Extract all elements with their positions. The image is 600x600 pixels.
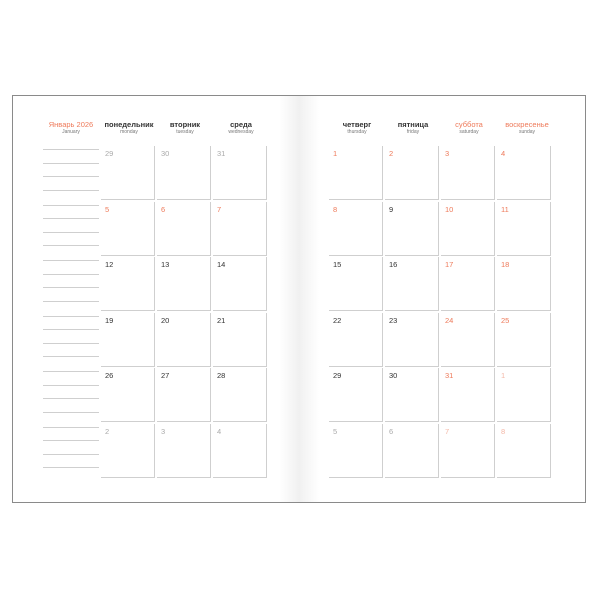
day-cell[interactable]	[213, 313, 267, 367]
day-number: 8	[501, 426, 506, 436]
day-cell[interactable]	[101, 368, 155, 422]
day-header-sunday	[497, 120, 557, 136]
day-number: 24	[445, 315, 454, 325]
day-number: 31	[217, 149, 226, 158]
day-cell[interactable]	[385, 257, 439, 311]
day-cell[interactable]	[497, 202, 551, 256]
day-number: 30	[161, 149, 170, 158]
day-name-en: sunday	[518, 129, 536, 135]
day-number: 11	[501, 204, 509, 214]
day-cell[interactable]	[157, 146, 211, 200]
right-page	[299, 96, 585, 502]
day-cell[interactable]	[213, 146, 267, 200]
day-number: 2	[105, 426, 110, 436]
note-line	[43, 454, 99, 455]
day-cell[interactable]	[157, 313, 211, 367]
note-line	[43, 218, 99, 219]
day-cell[interactable]	[329, 424, 383, 478]
note-line	[43, 232, 99, 233]
day-number: 22	[333, 315, 342, 325]
day-number: 28	[217, 371, 226, 380]
day-cell[interactable]	[441, 368, 495, 422]
day-header-friday	[385, 120, 441, 136]
day-cell[interactable]	[385, 313, 439, 367]
day-name: воскресенье	[505, 120, 549, 129]
day-name: четверг	[342, 120, 372, 129]
day-cell[interactable]	[497, 257, 551, 311]
note-line	[43, 149, 99, 150]
day-cell[interactable]	[497, 146, 551, 200]
day-number: 3	[445, 149, 450, 158]
note-line	[43, 260, 99, 261]
day-number: 8	[333, 204, 338, 214]
day-number: 14	[217, 260, 226, 269]
day-number: 7	[445, 426, 450, 436]
day-number: 21	[217, 315, 226, 325]
day-number: 16	[389, 260, 398, 269]
day-cell[interactable]	[157, 368, 211, 422]
note-line	[43, 316, 99, 317]
day-cell[interactable]	[497, 313, 551, 367]
day-number: 30	[389, 371, 398, 380]
day-cell[interactable]	[385, 202, 439, 256]
note-line	[43, 427, 99, 428]
day-number: 27	[161, 371, 170, 380]
day-name: вторник	[169, 120, 201, 129]
day-cell[interactable]	[101, 257, 155, 311]
day-header-thursday	[329, 120, 385, 136]
day-cell[interactable]	[329, 257, 383, 311]
day-number: 12	[105, 260, 114, 269]
day-number: 7	[217, 204, 222, 214]
note-line	[43, 398, 99, 399]
note-line	[43, 329, 99, 330]
day-cell[interactable]	[329, 313, 383, 367]
note-line	[43, 274, 99, 275]
note-line	[43, 245, 99, 246]
day-number: 20	[161, 315, 170, 325]
day-cell[interactable]	[213, 368, 267, 422]
day-cell[interactable]	[157, 257, 211, 311]
month-title: Январь 2026	[48, 120, 94, 129]
day-cell[interactable]	[101, 146, 155, 200]
day-number: 25	[501, 315, 510, 325]
month-title-en: January	[62, 129, 80, 135]
note-line	[43, 301, 99, 302]
day-cell[interactable]	[157, 202, 211, 256]
day-number: 9	[389, 204, 394, 214]
planner-spread	[12, 95, 586, 503]
note-line	[43, 385, 99, 386]
day-cell[interactable]	[101, 202, 155, 256]
day-cell[interactable]	[441, 146, 495, 200]
day-cell[interactable]	[497, 368, 551, 422]
note-line	[43, 371, 99, 372]
day-number: 3	[161, 426, 166, 436]
gutter-shadow	[299, 96, 319, 502]
day-number: 13	[161, 260, 170, 269]
note-line	[43, 205, 99, 206]
day-header-saturday	[441, 120, 497, 136]
left-page	[13, 96, 299, 502]
day-name-en: saturday	[459, 129, 479, 135]
note-line	[43, 176, 99, 177]
day-cell[interactable]	[441, 202, 495, 256]
note-line	[43, 287, 99, 288]
day-cell[interactable]	[213, 424, 267, 478]
note-line	[43, 190, 99, 191]
day-number: 17	[445, 260, 454, 269]
day-cell[interactable]	[101, 424, 155, 478]
day-cell[interactable]	[329, 368, 383, 422]
day-name: среда	[230, 120, 252, 129]
note-line	[43, 163, 99, 164]
day-number: 4	[217, 426, 222, 436]
day-cell[interactable]	[329, 202, 383, 256]
day-number: 1	[501, 371, 506, 380]
day-cell[interactable]	[385, 146, 439, 200]
day-name: понедельник	[104, 120, 154, 129]
day-name: пятница	[397, 120, 429, 129]
day-cell[interactable]	[101, 313, 155, 367]
day-header-tuesday	[157, 120, 213, 136]
day-cell[interactable]	[213, 257, 267, 311]
day-number: 26	[105, 371, 114, 380]
month-header	[43, 120, 99, 136]
day-header-wednesday	[213, 120, 269, 136]
day-number: 18	[501, 260, 510, 269]
day-number: 29	[105, 149, 114, 158]
day-name-en: thursday	[347, 129, 367, 135]
gutter-shadow	[279, 96, 299, 502]
day-number: 4	[501, 149, 506, 158]
day-name: суббота	[455, 120, 483, 129]
day-cell[interactable]	[441, 313, 495, 367]
day-number: 5	[105, 204, 110, 214]
day-number: 6	[161, 204, 166, 214]
day-cell[interactable]	[441, 424, 495, 478]
day-cell[interactable]	[157, 424, 211, 478]
day-cell[interactable]	[329, 146, 383, 200]
day-name-en: wednesday	[228, 129, 254, 135]
note-line	[43, 412, 99, 413]
day-cell[interactable]	[385, 368, 439, 422]
day-number: 1	[333, 149, 338, 158]
day-number: 6	[389, 426, 394, 436]
day-number: 10	[445, 204, 454, 214]
day-name-en: tuesday	[176, 129, 194, 135]
day-name-en: monday	[120, 129, 138, 135]
day-number: 31	[445, 371, 454, 380]
day-number: 19	[105, 315, 114, 325]
note-line	[43, 467, 99, 468]
day-number: 15	[333, 260, 342, 269]
day-cell[interactable]	[213, 202, 267, 256]
day-cell[interactable]	[385, 424, 439, 478]
note-line	[43, 356, 99, 357]
day-number: 23	[389, 315, 398, 325]
day-cell[interactable]	[497, 424, 551, 478]
day-header-monday	[101, 120, 157, 136]
day-number: 29	[333, 371, 342, 380]
day-number: 2	[389, 149, 394, 158]
note-line	[43, 440, 99, 441]
day-cell[interactable]	[441, 257, 495, 311]
note-line	[43, 343, 99, 344]
day-number: 5	[333, 426, 338, 436]
day-name-en: friday	[406, 129, 420, 135]
